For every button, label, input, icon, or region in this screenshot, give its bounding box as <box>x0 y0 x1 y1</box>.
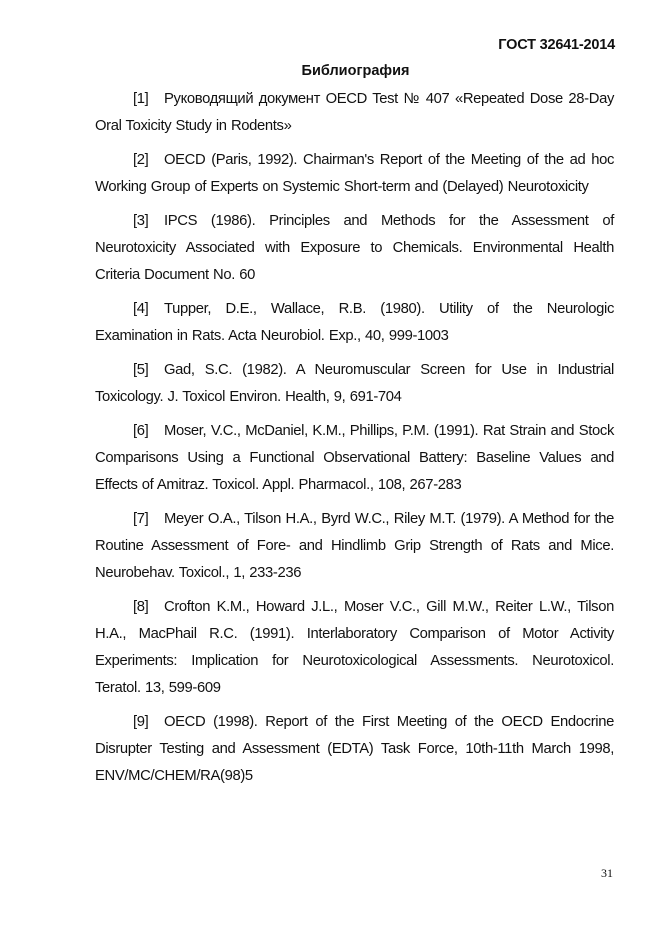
bibliography-entry <box>95 208 614 289</box>
entry-number: [9] <box>133 714 149 730</box>
entry-number: [3] <box>133 213 149 229</box>
bibliography-entry <box>95 709 614 790</box>
entry-number: [4] <box>133 301 149 317</box>
entry-number: [2] <box>133 152 149 168</box>
bibliography-entry <box>95 418 614 499</box>
bibliography-entry <box>95 296 614 350</box>
entry-text: Tupper, D.E., Wallace, R.B. (1980). Utility of the Neurologic Examination in Rats. Acta Neurobiol. Exp., 40, 999-1003 <box>95 301 614 344</box>
bibliography-entry <box>95 594 614 702</box>
page-title: Библиография <box>301 63 410 79</box>
entry-text: Руководящий документ OECD Test № 407 «Repeated Dose 28-Day Oral Toxicity Study in Rodents» <box>95 91 614 134</box>
entry-text: Crofton K.M., Howard J.L., Moser V.C., Gill M.W., Reiter L.W., Tilson H.A., MacPhail R.C. (1991). Interlaboratory Comparison of Motor Activity Experiments: Implication for Neurotoxicological Assessments. Neurotoxicol. Teratol. 13, 599-609 <box>95 599 614 696</box>
entry-text: OECD (1998). Report of the First Meeting of the OECD Endocrine Disrupter Testing and Assessment (EDTA) Task Force, 10th-11th March 1998, ENV/MC/CHEM/RA(98)5 <box>95 714 614 784</box>
entry-number: [5] <box>133 362 149 378</box>
bibliography-entry <box>95 147 614 201</box>
bibliography-entry <box>95 506 614 587</box>
bibliography-list <box>95 86 614 797</box>
document-standard-code: ГОСТ 32641-2014 <box>498 37 615 53</box>
entry-text: Moser, V.C., McDaniel, K.M., Phillips, P.M. (1991). Rat Strain and Stock Comparisons Using a Functional Observational Battery: Baseline Values and Effects of Amitraz. Toxicol. Appl. Pharmacol., 108, 267-283 <box>95 423 614 493</box>
bibliography-entry <box>95 357 614 411</box>
entry-number: [1] <box>133 91 149 107</box>
entry-text: Gad, S.C. (1982). A Neuromuscular Screen for Use in Industrial Toxicology. J. Toxicol Environ. Health, 9, 691-704 <box>95 362 614 405</box>
entry-number: [7] <box>133 511 149 527</box>
entry-number: [6] <box>133 423 149 439</box>
bibliography-entry <box>95 86 614 140</box>
entry-text: OECD (Paris, 1992). Chairman's Report of the Meeting of the ad hoc Working Group of Experts on Systemic Short-term and (Delayed) Neurotoxicity <box>95 152 614 195</box>
entry-text: Meyer O.A., Tilson H.A., Byrd W.C., Riley M.T. (1979). A Method for the Routine Assessment of Fore- and Hindlimb Grip Strength of Rats and Mice. Neurobehav. Toxicol., 1, 233-236 <box>95 511 614 581</box>
page-number: 31 <box>601 866 613 880</box>
entry-number: [8] <box>133 599 149 615</box>
entry-text: IPCS (1986). Principles and Methods for the Assessment of Neurotoxicity Associated with Exposure to Chemicals. Environmental Health Criteria Document No. 60 <box>95 213 614 283</box>
